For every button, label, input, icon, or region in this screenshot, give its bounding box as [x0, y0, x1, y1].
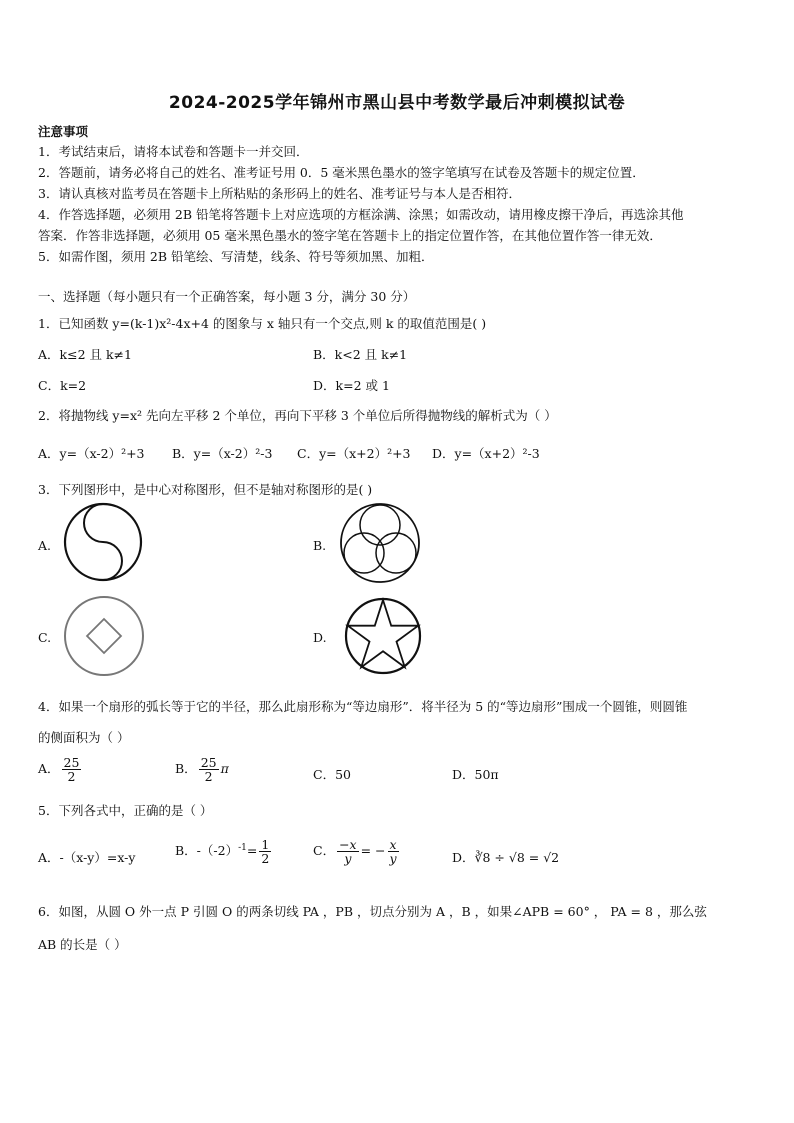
q2-option-a: A．y=（x-2）²+3	[38, 446, 145, 461]
notice-item: 3．请认真核对监考员在答题卡上所粘贴的条形码上的姓名、准考证号与本人是否相符．	[38, 186, 521, 201]
notice-item: 2．答题前，请务必将自己的姓名、准考证号用 0．5 毫米黑色墨水的签字笔填写在试卷及答题卡的规定位置．	[38, 165, 645, 180]
denominator: 2	[67, 769, 76, 785]
notice-item: 1．考试结束后，请将本试卷和答题卡一并交回．	[38, 144, 309, 159]
q3-option-d: D.	[313, 630, 327, 645]
q5-option-d: D．∛8 ÷ √8 = √2	[452, 850, 560, 865]
q3-option-c: C.	[38, 630, 52, 645]
question-2-stem: 2．将抛物线 y=x² 先向左平移 2 个单位，再向下平移 3 个单位后所得抛物线的解析式为（ ）	[38, 408, 557, 423]
section-heading: 一、选择题（每小题只有一个正确答案，每小题 3 分，满分 30 分）	[38, 289, 416, 304]
star-in-circle-figure	[344, 596, 422, 676]
q1-option-d: D．k=2 或 1	[313, 378, 390, 393]
q2-option-c: C．y=（x+2）²+3	[297, 446, 411, 461]
fraction	[199, 756, 219, 783]
q5-option-a: A．-（x-y）=x-y	[38, 850, 136, 865]
denominator: y	[389, 851, 397, 867]
q5-option-c	[313, 838, 401, 865]
q4-option-d: D．50π	[452, 767, 499, 782]
notice-item: 答案．作答非选择题，必须用 05 毫米黑色墨水的签字笔在答题卡上的指定位置作答，在其他位置作答一律无效．	[38, 228, 662, 243]
q4-option-a	[38, 756, 83, 783]
denominator: y	[344, 851, 352, 867]
pi-symbol: π	[220, 761, 229, 777]
yin-yang-figure	[62, 501, 144, 583]
numerator: 25	[63, 755, 80, 770]
option-label: C．	[313, 843, 336, 859]
q2-option-d: D．y=（x+2）²-3	[432, 446, 540, 461]
numerator: x	[389, 837, 397, 852]
question-4-stem: 4．如果一个扇形的弧长等于它的半径，那么此扇形称为“等边扇形”．将半径为 5 的“等边扇形”围成一个圆锥，则圆锥	[38, 699, 688, 714]
q1-option-b: B．k<2 且 k≠1	[313, 347, 408, 362]
option-label: B．-（-2）	[175, 843, 239, 859]
denominator: 2	[204, 769, 213, 785]
option-label: A．	[38, 761, 60, 777]
question-5-stem: 5．下列各式中，正确的是（ ）	[38, 803, 213, 818]
fraction	[259, 838, 271, 865]
equals-sign: = −	[360, 843, 386, 859]
question-1-stem: 1．已知函数 y=(k-1)x²-4x+4 的图象与 x 轴只有一个交点,则 k 的取值范围是( )	[38, 316, 487, 331]
question-6-stem: 6．如图，从圆 O 外一点 P 引圆 O 的两条切线 PA ，PB ，切点分别为 A ，B ，如果∠APB = 60° ， PA = 8 ，那么弦	[38, 904, 707, 919]
q2-option-b: B．y=（x-2）²-3	[172, 446, 273, 461]
notice-heading: 注意事项	[38, 124, 89, 139]
q5-option-b	[175, 838, 273, 865]
coin-square-figure	[62, 594, 146, 678]
fraction	[337, 838, 359, 865]
page-title: 2024-2025学年锦州市黑山县中考数学最后冲刺模拟试卷	[168, 93, 626, 113]
fraction	[62, 756, 82, 783]
three-circles-figure	[337, 501, 423, 585]
exponent: -1	[238, 842, 247, 853]
fraction	[388, 838, 399, 865]
numerator: 1	[261, 837, 270, 852]
question-6-stem-cont: AB 的长是（ ）	[38, 937, 127, 952]
notice-item: 4．作答选择题，必须用 2B 铅笔将答题卡上对应选项的方框涂满、涂黑；如需改动，请用橡皮擦干净后，再选涂其他	[38, 207, 684, 222]
q3-option-a: A.	[38, 538, 52, 553]
option-label: B．	[175, 761, 197, 777]
q3-option-b: B.	[313, 538, 327, 553]
question-3-stem: 3．下列图形中，是中心对称图形，但不是轴对称图形的是( )	[38, 482, 373, 497]
numerator: 25	[200, 755, 217, 770]
q1-option-a: A．k≤2 且 k≠1	[38, 347, 132, 362]
question-4-stem-cont: 的侧面积为（ ）	[38, 730, 130, 745]
denominator: 2	[261, 851, 270, 867]
q4-option-c: C．50	[313, 767, 351, 782]
q4-option-b	[175, 756, 229, 783]
notice-item: 5．如需作图，须用 2B 铅笔绘、写清楚，线条、符号等须加黑、加粗．	[38, 249, 434, 264]
equals-sign: =	[246, 843, 258, 859]
q1-option-c: C．k=2	[38, 378, 87, 393]
numerator: −x	[339, 837, 357, 852]
